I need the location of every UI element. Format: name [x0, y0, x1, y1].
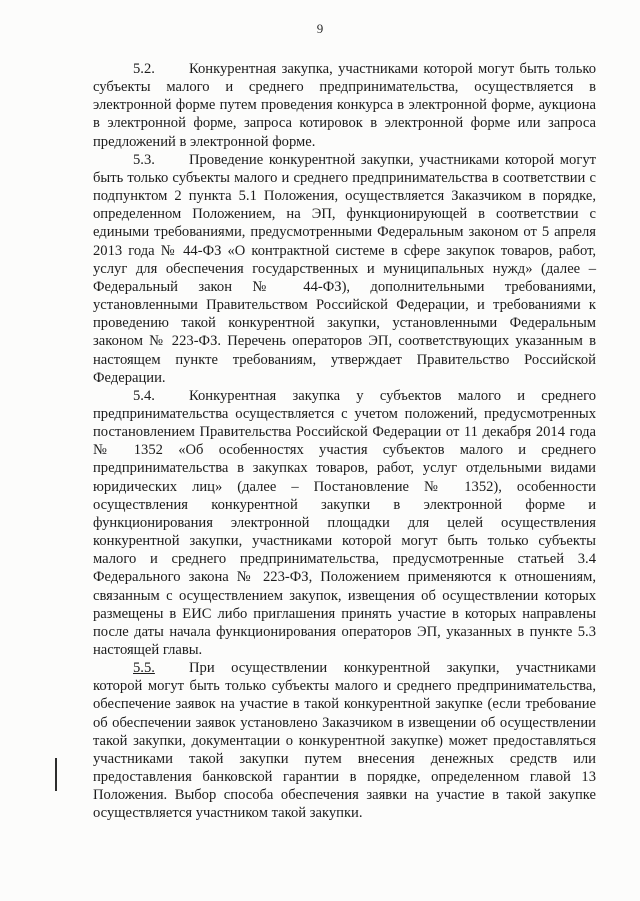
paragraph-text: Конкурентная закупка у субъектов малого и среднего предпринимательства осуществляется с учетом положений, предусмотренных постановлением Правительства Российской Федерации от 11 декабря 2014 года № 1352 «Об особенностях участия субъектов малого и среднего предпринимательства в закупках товаров, работ, услуг отдельными видами юридических лиц» (далее – Постановление № 1352), особенности осуществления конкурентной закупки в электронной форме и функционирования электронной площадки для целей осуществления конкурентной закупки, участниками которой могут быть только субъекты малого и среднего предпринимательства, предусмотренные статьей 3.4 Федерального закона № 223-ФЗ, Положением применяются к отношениям, связанным с осуществлением закупок, извещения об осуществлении которых размещены в ЕИС либо приглашения принять участие в которых направлены после даты начала функционирования операторов ЭП, указанных в пункте 5.3 настоящей главы. — [93, 387, 596, 658]
paragraph-number: 5.2. — [133, 61, 155, 77]
paragraph-number: 5.5. — [133, 660, 155, 677]
paragraph-text: При осуществлении конкурентной закупки, участниками которой могут быть только субъекты малого и среднего предпринимательства, обеспечение заявок на участие в такой конкурентной закупке (если требование об обеспечении заявок установлено Заказчиком в извещении об осуществлении такой закупки, документации о конкурентной закупке) может предоставляться участниками такой закупки путем внесения денежных средств или предоставления банковской гарантии в порядке, определенном главой 13 Положения. Выбор способа обеспечения заявки на участие в такой закупке осуществляется участником такой закупки. — [93, 660, 596, 822]
paragraph-5-3 — [93, 151, 596, 387]
paragraph-number: 5.3. — [133, 151, 155, 168]
paragraph-text: Конкурентная закупка, участниками которой могут быть только субъекты малого и среднего предпринимательства, осуществляется в электронной форме путем проведения конкурса в электронной форме, аукциона в электронной форме, запроса котировок в электронной форме или запроса предложений в электронной форме. — [93, 61, 596, 150]
margin-change-bar — [55, 758, 57, 791]
paragraph-5-4 — [93, 387, 596, 659]
paragraph-5-2 — [93, 60, 596, 151]
document-body — [93, 60, 596, 823]
paragraph-text: Проведение конкурентной закупки, участниками которой могут быть только субъекты малого и среднего предпринимательства в соответствии с подпунктом 2 пункта 5.1 Положения, осуществляется Заказчиком в порядке, определенном Положением, на ЭП, функционирующей в соответствии с едиными требованиями, предусмотренными Федеральным законом от 5 апреля 2013 года № 44-ФЗ «О контрактной системе в сфере закупок товаров, работ, услуг для обеспечения государственных и муниципальных нужд» (далее – Федеральный закон № 44-ФЗ), дополнительными требованиями, установленными Правительством Российской Федерации, и требованиями к проведению такой конкурентной закупки, установленными Федеральным законом № 223-ФЗ. Перечень операторов ЭП, соответствующих указанным в настоящем пункте требованиям, утверждает Правительство Российской Федерации. — [93, 151, 596, 386]
page-number: 9 — [316, 21, 324, 36]
paragraph-number: 5.4. — [133, 387, 155, 404]
paragraph-5-5 — [93, 659, 596, 822]
